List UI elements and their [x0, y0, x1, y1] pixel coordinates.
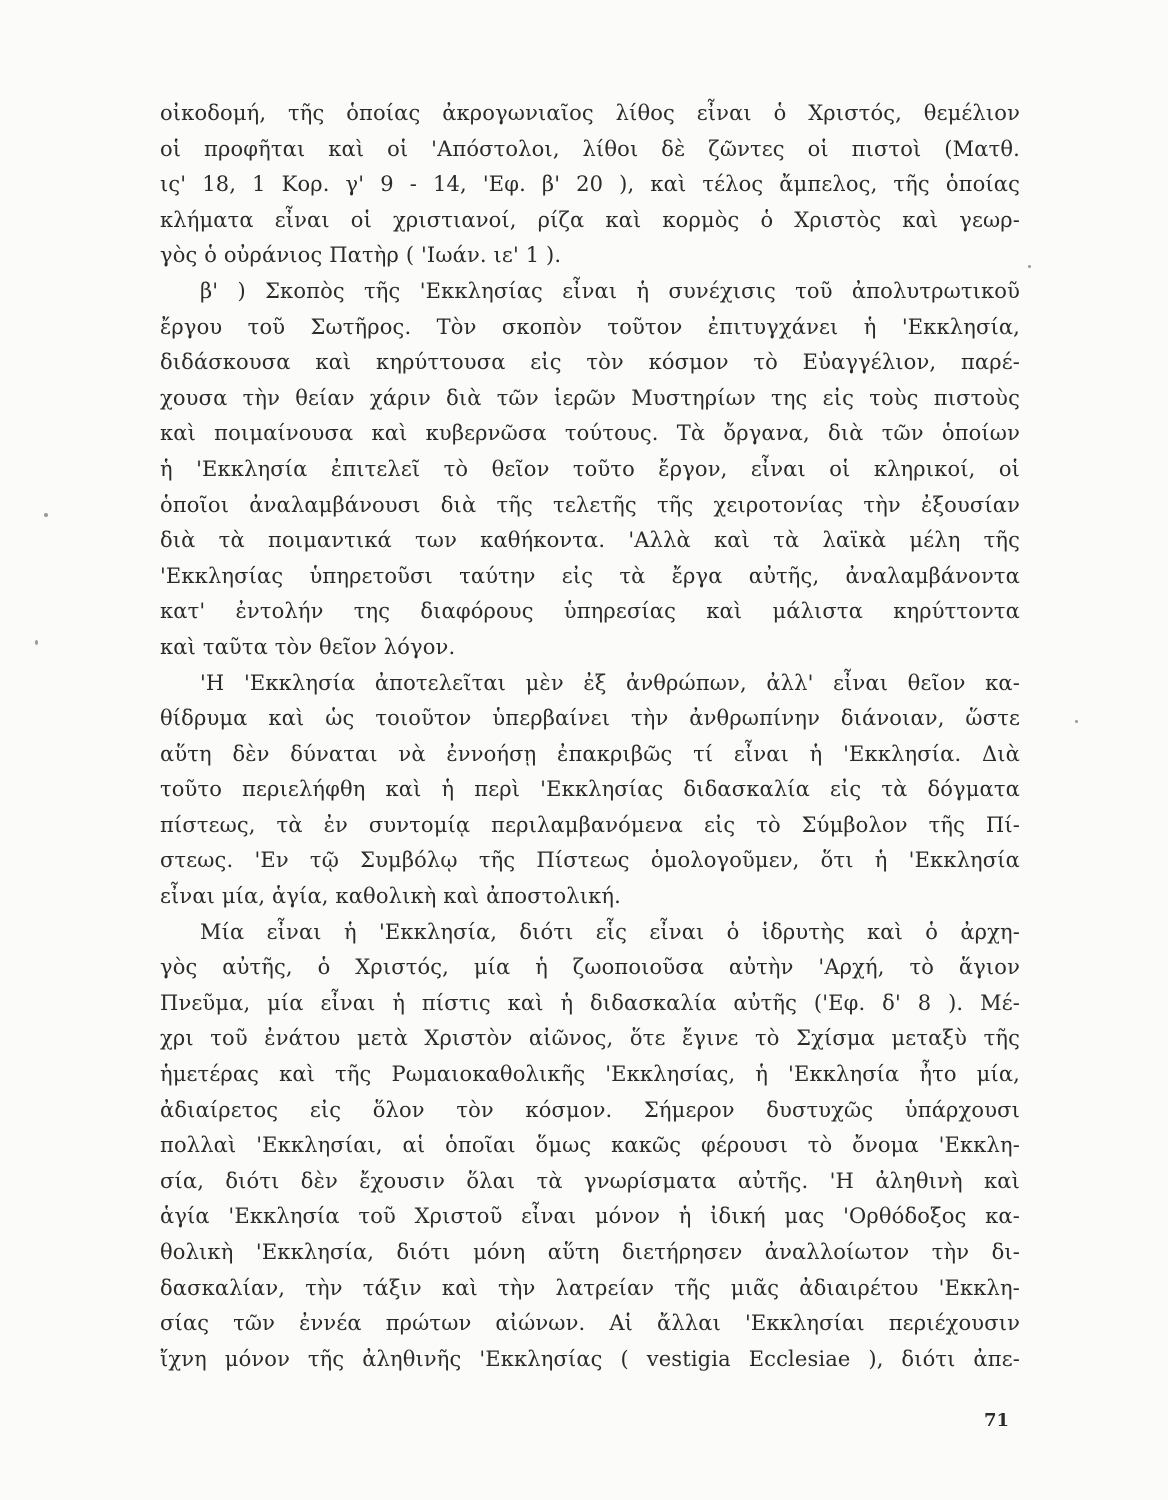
- text-line: διδάσκουσα καὶ κηρύττουσα εἰς τὸν κόσμον τὸ Εὐαγγέλιον, παρέ-: [160, 350, 1020, 375]
- text-line: οἰκοδομή, τῆς ὁποίας ἀκρογωνιαῖος λίθος εἶναι ὁ Χριστός, θεμέλιον: [160, 101, 1020, 125]
- text-line: καὶ ποιμαίνουσα καὶ κυβερνῶσα τούτους. Τὰ ὄργανα, διὰ τῶν ὁποίων: [160, 421, 1020, 446]
- text-line: κλήματα εἶναι οἱ χριστιανοί, ρίζα καὶ κορμὸς ὁ Χριστὸς καὶ γεωρ-: [160, 207, 1020, 232]
- text-line: σίας τῶν ἐννέα πρώτων αἰώνων. Αἱ ἄλλαι 'Εκκλησίαι περιέχουσιν: [160, 1311, 1020, 1336]
- text-line: οἱ προφῆται καὶ οἱ 'Απόστολοι, λίθοι δὲ ζῶντες οἱ πιστοὶ (Ματθ.: [160, 136, 1020, 161]
- scan-speck: [35, 640, 38, 645]
- text-line: ἀδιαίρετος εἰς ὅλον τὸν κόσμον. Σήμερον δυστυχῶς ὑπάρχουσι: [160, 1097, 1020, 1122]
- body-text: [160, 96, 1020, 1377]
- text-line: κατ' ἐντολήν της διαφόρους ὑπηρεσίας καὶ μάλιστα κηρύττοντα: [160, 599, 1020, 624]
- text-line: χρι τοῦ ἐνάτου μετὰ Χριστὸν αἰῶνος, ὅτε ἔγινε τὸ Σχίσμα μεταξὺ τῆς: [160, 1026, 1020, 1051]
- text-line: Πνεῦμα, μία εἶναι ἡ πίστις καὶ ἡ διδασκαλία αὐτῆς ('Εφ. δ' 8 ). Μέ-: [160, 990, 1020, 1015]
- scan-speck: [1075, 720, 1078, 723]
- text-line: σία, διότι δὲν ἔχουσιν ὅλαι τὰ γνωρίσματα αὐτῆς. 'Η ἀληθινὴ καὶ: [160, 1168, 1020, 1193]
- text-line: ἴχνη μόνον τῆς ἀληθινῆς 'Εκκλησίας ( vestigia Ecclesiae ), διότι ἀπε-: [160, 1346, 1020, 1371]
- text-line: χουσα τὴν θείαν χάριν διὰ τῶν ἱερῶν Μυστηρίων της εἰς τοὺς πιστοὺς: [160, 385, 1020, 410]
- text-line: γὸς αὐτῆς, ὁ Χριστός, μία ἡ ζωοποιοῦσα αὐτὴν 'Αρχή, τὸ ἅγιον: [160, 955, 1020, 980]
- text-line: εἶναι μία, ἁγία, καθολικὴ καὶ ἀποστολική.: [160, 884, 621, 909]
- page-number: 71: [984, 1410, 1010, 1431]
- text-line: ὁποῖοι ἀναλαμβάνουσι διὰ τῆς τελετῆς τῆς χειροτονίας τὴν ἐξουσίαν: [160, 492, 1020, 517]
- text-line: αὕτη δὲν δύναται νὰ ἐννοήσῃ ἐπακριβῶς τί εἶναι ἡ 'Εκκλησία. Διὰ: [160, 741, 1020, 766]
- text-line: στεως. 'Εν τῷ Συμβόλῳ τῆς Πίστεως ὁμολογοῦμεν, ὅτι ἡ 'Εκκλησία: [160, 848, 1020, 873]
- text-line: δασκαλίαν, τὴν τάξιν καὶ τὴν λατρείαν τῆς μιᾶς ἀδιαιρέτου 'Εκκλη-: [160, 1275, 1020, 1300]
- text-line: θολικὴ 'Εκκλησία, διότι μόνη αὕτη διετήρησεν ἀναλλοίωτον τὴν δι-: [160, 1240, 1020, 1264]
- scan-speck: [1028, 265, 1031, 268]
- text-line: 'Εκκλησίας ὑπηρετοῦσι ταύτην εἰς τὰ ἔργα αὐτῆς, ἀναλαμβάνοντα: [160, 563, 1020, 588]
- text-line: β' ) Σκοπὸς τῆς 'Εκκλησίας εἶναι ἡ συνέχισις τοῦ ἀπολυτρωτικοῦ: [200, 278, 1020, 303]
- scan-speck: [44, 513, 48, 517]
- text-line: πίστεως, τὰ ἐν συντομίᾳ περιλαμβανόμενα εἰς τὸ Σύμβολον τῆς Πί-: [160, 812, 1020, 837]
- text-line: 'Η 'Εκκλησία ἀποτελεῖται μὲν ἐξ ἀνθρώπων, ἀλλ' εἶναι θεῖον κα-: [200, 670, 1020, 695]
- text-line: καὶ ταῦτα τὸν θεῖον λόγον.: [160, 634, 456, 659]
- text-line: γὸς ὁ οὐράνιος Πατὴρ ( 'Ιωάν. ιε' 1 ).: [160, 243, 562, 268]
- text-line: ἡ 'Εκκλησία ἐπιτελεῖ τὸ θεῖον τοῦτο ἔργον, εἶναι οἱ κληρικοί, οἱ: [160, 456, 1020, 481]
- text-line: ἔργου τοῦ Σωτῆρος. Τὸν σκοπὸν τοῦτον ἐπιτυγχάνει ἡ 'Εκκλησία,: [160, 314, 1020, 339]
- text-line: διὰ τὰ ποιμαντικά των καθήκοντα. 'Αλλὰ καὶ τὰ λαϊκὰ μέλη τῆς: [160, 528, 1020, 553]
- text-line: ις' 18, 1 Κορ. γ' 9 - 14, 'Εφ. β' 20 ), καὶ τέλος ἄμπελος, τῆς ὁποίας: [160, 172, 1020, 197]
- text-line: τοῦτο περιελήφθη καὶ ἡ περὶ 'Εκκλησίας διδασκαλία εἰς τὰ δόγματα: [160, 777, 1020, 802]
- text-line: ἁγία 'Εκκλησία τοῦ Χριστοῦ εἶναι μόνον ἡ ἰδική μας 'Ορθόδοξος κα-: [160, 1204, 1020, 1229]
- text-line: ἡμετέρας καὶ τῆς Ρωμαιοκαθολικῆς 'Εκκλησίας, ἡ 'Εκκλησία ἦτο μία,: [160, 1062, 1020, 1087]
- text-line: θίδρυμα καὶ ὡς τοιοῦτον ὑπερβαίνει τὴν ἀνθρωπίνην διάνοιαν, ὥστε: [160, 706, 1020, 731]
- text-line: πολλαὶ 'Εκκλησίαι, αἱ ὁποῖαι ὅμως κακῶς φέρουσι τὸ ὄνομα 'Εκκλη-: [160, 1133, 1020, 1158]
- text-line: Μία εἶναι ἡ 'Εκκλησία, διότι εἷς εἶναι ὁ ἱδρυτὴς καὶ ὁ ἀρχη-: [200, 919, 1020, 944]
